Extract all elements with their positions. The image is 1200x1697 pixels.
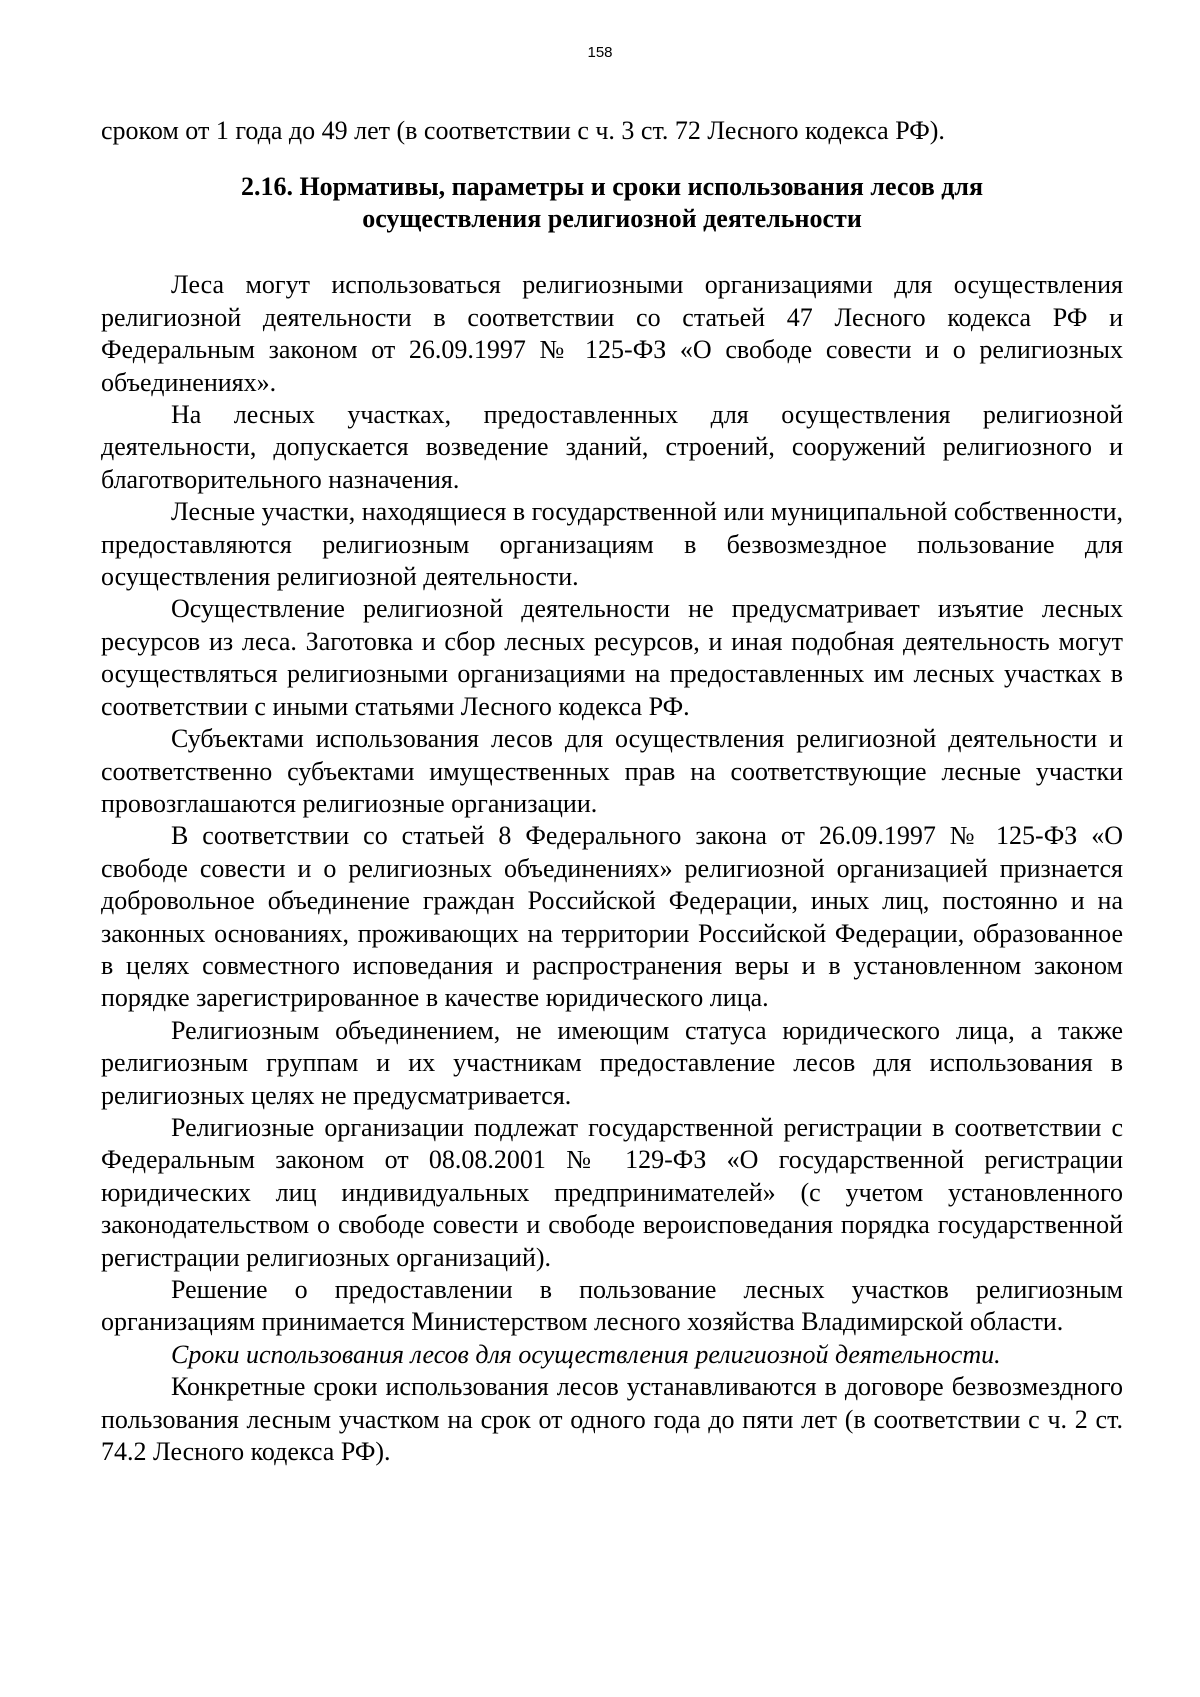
paragraph-8: Религиозные организации подлежат государственной регистрации в соответствии с Федеральным законом от 08.08.2001 № 129-ФЗ «О государственной регистрации юридических лиц индивидуальных предпринимателей» (с учетом установленного законодательством о свободе совести и свободе вероисповедания порядка государственной регистрации религиозных организаций). <box>101 1112 1123 1272</box>
paragraph-11: Конкретные сроки использования лесов устанавливаются в договоре безвозмездного пользования лесным участком на срок от одного года до пяти лет (в соответствии с ч. 2 ст. 74.2 Лесного кодекса РФ). <box>101 1372 1123 1467</box>
paragraph-9: Решение о предоставлении в пользование лесных участков религиозным организациям принимается Министерством лесного хозяйства Владимирской области. <box>101 1275 1123 1337</box>
paragraph-1: Леса могут использоваться религиозными организациями для осуществления религиозной деятельности в соответствии со статьей 47 Лесного кодекса РФ и Федеральным законом от 26.09.1997 № 125-ФЗ «О свободе совести и о религиозных объединениях». <box>101 270 1123 397</box>
paragraph-3: Лесные участки, находящиеся в государственной или муниципальной собственности, предоставляются религиозным организациям в безвозмездное пользование для осуществления религиозной деятельности. <box>101 497 1123 592</box>
section-heading <box>101 171 1123 235</box>
paragraph-7: Религиозным объединением, не имеющим статуса юридического лица, а также религиозным группам и их участникам предоставление лесов для использования в религиозных целях не предусматривается. <box>101 1015 1123 1110</box>
continuation-line: сроком от 1 года до 49 лет (в соответствии с ч. 3 ст. 72 Лесного кодекса РФ). <box>101 116 945 145</box>
paragraph-4: Осуществление религиозной деятельности не предусматривает изъятие лесных ресурсов из леса. Заготовка и сбор лесных ресурсов, и иная подобная деятельность могут осуществляться религиозными организациями на предоставленных им лесных участках в соответствии с иными статьями Лесного кодекса РФ. <box>101 594 1123 721</box>
italic-subheading: Сроки использования лесов для осуществления религиозной деятельности. <box>171 1339 1001 1369</box>
page-number: 158 <box>587 44 613 61</box>
document-body <box>101 115 1123 1468</box>
paragraph-2: На лесных участках, предоставленных для осуществления религиозной деятельности, допускается возведение зданий, строений, сооружений религиозного и благотворительного назначения. <box>101 400 1123 494</box>
paragraph-5: Субъектами использования лесов для осуществления религиозной деятельности и соответственно субъектами имущественных прав на соответствующие лесные участки провозглашаются религиозные организации. <box>101 724 1123 818</box>
section-heading-line-2: осуществления религиозной деятельности <box>362 204 862 234</box>
paragraph-6: В соответствии со статьей 8 Федерального закона от 26.09.1997 № 125-ФЗ «О свободе совести и о религиозных объединениях» религиозной организацией признается добровольное объединение граждан Российской Федерации, иных лиц, постоянно и на законных основаниях, проживающих на территории Российской Федерации, образованное в целях совместного исповедания и распространения веры и в установленном законом порядке зарегистрированное в качестве юридического лица. <box>101 821 1123 1013</box>
section-heading-line-1: 2.16. Нормативы, параметры и сроки использования лесов для <box>240 172 984 202</box>
